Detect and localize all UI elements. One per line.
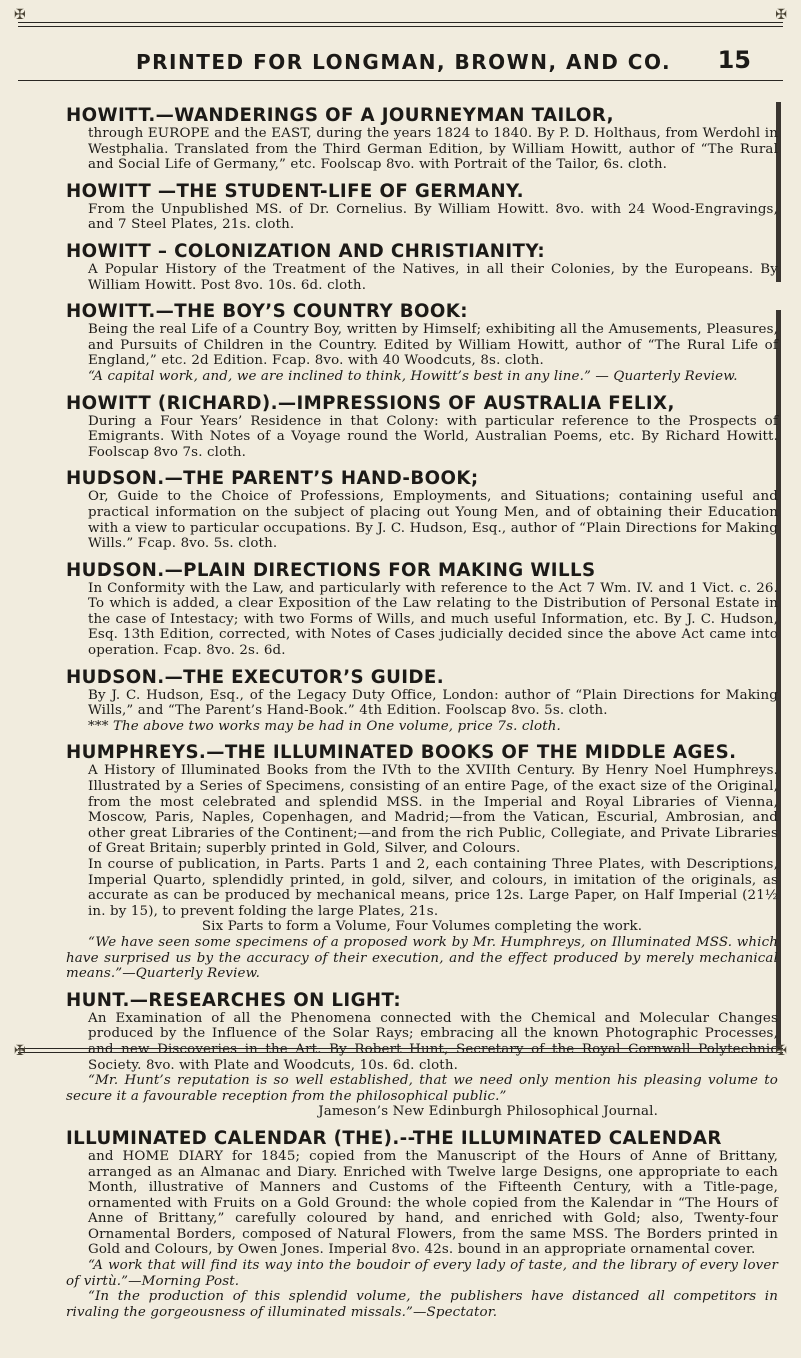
catalogue-entry [66,561,778,659]
entry-body: In Conformity with the Law, and particularly with reference to the Act 7 Wm. IV. and 1 Vict. c. 26. To which is added, a clear Exposition of the Law relating to the Distribution of Personal Estate in the case of Intestacy; with two Forms of Wills, and much useful Information, etc. By J. C. Hudson, Esq. 13th Edition, corrected, with Notes of Cases judicially decided since the above Act came into operation. Fcap. 8vo. 2s. 6d. [88,580,778,659]
running-head [18,46,783,78]
entry-body: Being the real Life of a Country Boy, written by Himself; exhibiting all the Amusements, Pleasures, and Pursuits of Children in the Country. Edited by William Howitt, author of “The Rural Life of England,” etc. 2d Edition. Fcap. 8vo. with 40 Woodcuts, 8s. cloth. [88,322,778,369]
entry-body: An Examination of all the Phenomena connected with the Chemical and Molecular Changes produced by the Influence of the Solar Rays; embracing all the known Photographic Processes, and new Discoveries in the Art. By Robert Hunt, Secretary of the Royal Cornwall Polytechnic Society. 8vo. with Plate and Woodcuts, 10s. 6d. cloth. [88,1010,778,1073]
catalogue-entry [66,182,778,233]
entry-heading: HOWITT – COLONIZATION AND CHRISTIANITY: [66,240,546,262]
review-source: Jameson’s New Edinburgh Philosophical Journal. [318,1104,658,1120]
entry-heading: HOWITT.—WANDERINGS OF A JOURNEYMAN TAILOR, [66,105,614,126]
catalogue-entry [66,242,778,293]
corner-ornament-top-left: ✠ [14,7,26,23]
entry-body: By J. C. Hudson, Esq., of the Legacy Duty Office, London: author of “Plain Directions for Making Wills,” and “The Parent’s Hand-Book.” 4th Edition. Foolscap 8vo. 5s. cloth. [88,687,778,719]
editorial-note: *** The above two works may be had in One volume, price 7s. cloth. [88,718,561,734]
page-number: 15 [717,46,751,74]
corner-ornament-top-right: ✠ [775,7,787,23]
header-rule [18,80,783,81]
top-double-rule [18,22,783,27]
entry-body: Or, Guide to the Choice of Professions, Employments, and Situations; containing useful and practical information on the subject of placing out Young Men, and of obtaining their Education with a view to particular occupations. By J. C. Hudson, Esq., author of “Plain Directions for Making Wills.” Fcap. 8vo. 5s. cloth. [88,489,778,552]
entry-body: A Popular History of the Treatment of the Natives, in all their Colonies, by the Europeans. By William Howitt. Post 8vo. 10s. 6d. cloth. [88,261,778,293]
catalogue-entries [66,106,778,1329]
catalogue-entry [66,991,778,1120]
corner-ornament-bottom-right: ✠ [775,1043,787,1059]
entry-heading: HUNT.—RESEARCHES ON LIGHT: [66,989,402,1011]
catalogue-entry [66,469,778,551]
review-quote: “In the production of this splendid volume, the publishers have distanced all competitors in rivaling the gorgeousness of illuminated missals.”—Spectator. [66,1289,778,1320]
entry-body: and HOME DIARY for 1845; copied from the Manuscript of the Hours of Anne of Brittany, arranged as an Almanac and Diary. Enriched with Twelve large Designs, one appropriate to each Month, illustrative of Manners and Customs of the Fifteenth Century, with a Title-page, ornamented with Fruits on a Gold Ground: the whole copied from the Kalendar in “The Hours of Anne of Brittany,” carefully coloured by hand, and enriched with Gold; also, Twenty-four Ornamental Borders, composed of Natural Flowers, from the same MSS. The Borders printed in Gold and Colours, by Owen Jones. Imperial 8vo. 42s. bound in an appropriate ornamental cover. [88,1148,778,1258]
entry-body: During a Four Years’ Residence in that Colony: with particular reference to the Prospects of Emigrants. With Notes of a Voyage round the World, Australian Poems, etc. By Richard Howitt. Foolscap 8vo 7s. cloth. [88,413,778,460]
entry-publication-note: In course of publication, in Parts. Parts 1 and 2, each containing Three Plates, with Descriptions, Imperial Quarto, splendidly printed, in gold, silver, and colours, in imitation of the originals, as accurate as can be produced by mechanical means, price 12s. Large Paper, on Half Imperial (21½ in. by 15), to prevent folding the large Plates, 21s. [88,857,778,919]
catalogue-entry [66,743,778,981]
page-frame [14,7,787,1320]
catalogue-entry [66,302,778,384]
entry-body: From the Unpublished MS. of Dr. Cornelius. By William Howitt. 8vo. with 24 Wood-Engravings, and 7 Steel Plates, 21s. cloth. [88,201,778,233]
catalogue-entry [66,1129,778,1321]
review-quote: “A work that will find its way into the boudoir of every lady of taste, and the library of every lover of virtù.”—Morning Post. [66,1258,778,1289]
entry-body: A History of Illuminated Books from the IVth to the XVIIth Century. By Henry Noel Humphreys. Illustrated by a Series of Specimens, consisting of an entire Page, of the exact size of the Original, from the most celebrated and splendid MSS. in the Imperial and Royal Libraries of Vienna, Moscow, Paris, Naples, Copenhagen, and Madrid;—from the Vatican, Escurial, Ambrosian, and other great Libraries of the Continent;—and from the rich Public, Collegiate, and Private Libraries of Great Britain; superbly printed in Gold, Silver, and Colours. [88,763,778,857]
review-quote: “We have seen some specimens of a proposed work by Mr. Humphreys, on Illuminated MSS. which have surprised us by the accuracy of their execution, and the effect produced by merely mechanical means.”—Quarterly Review. [66,934,778,982]
entry-heading: HUDSON.—THE EXECUTOR’S GUIDE. [66,666,445,688]
entry-heading: HOWITT (RICHARD).—IMPRESSIONS OF AUSTRALIA FELIX, [66,392,675,414]
entry-heading: HOWITT.—THE BOY’S COUNTRY BOOK: [66,301,468,323]
catalogue-entry [66,668,778,735]
review-quote: “Mr. Hunt’s reputation is so well established, that we need only mention his pleasing volume to secure it a favourable reception from the philosophical public.” [66,1073,778,1104]
entry-body: through EUROPE and the EAST, during the years 1824 to 1840. By P. D. Holthaus, from Werdohl in Westphalia. Translated from the Third German Edition, by William Howitt, author of “The Rural and Social Life of Germany,” etc. Foolscap 8vo. with Portrait of the Tailor, 6s. cloth. [88,126,778,173]
catalogue-entry [66,394,778,461]
review-quote: “A capital work, and, we are inclined to think, Howitt’s best in any line.” — Quarterly Review. [88,368,738,384]
entry-heading: HUDSON.—THE PARENT’S HAND-BOOK; [66,468,479,490]
corner-ornament-bottom-left: ✠ [14,1043,26,1059]
entry-heading: HUDSON.—PLAIN DIRECTIONS FOR MAKING WILLS [66,559,596,581]
running-head-title: PRINTED FOR LONGMAN, BROWN, AND CO. [136,50,672,74]
catalogue-entry [66,106,778,173]
entry-volume-note: Six Parts to form a Volume, Four Volumes completing the work. [201,919,643,935]
entry-heading: HOWITT —THE STUDENT-LIFE OF GERMANY. [66,180,524,202]
entry-heading: HUMPHREYS.—THE ILLUMINATED BOOKS OF THE MIDDLE AGES. [66,742,737,764]
bottom-double-rule [18,1048,783,1053]
entry-heading: ILLUMINATED CALENDAR (THE).--THE ILLUMINATED CALENDAR [66,1127,722,1149]
